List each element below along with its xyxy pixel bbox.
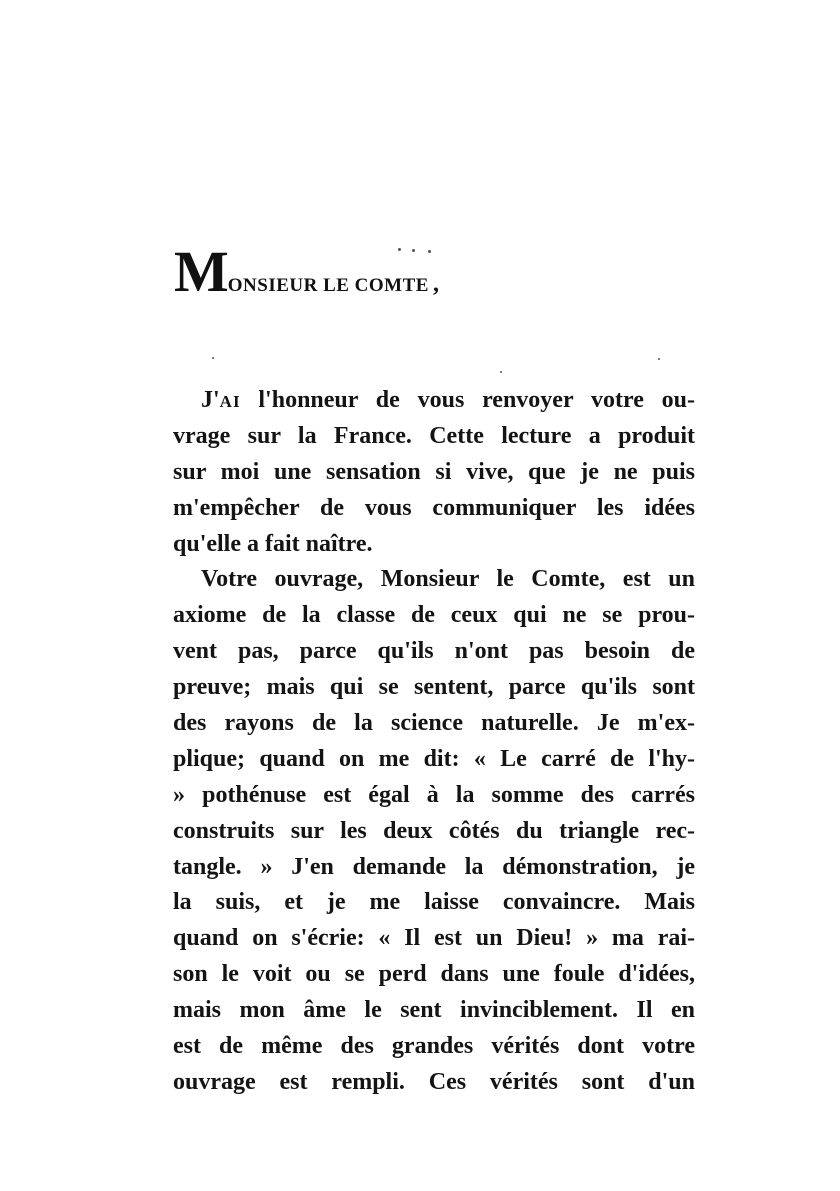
text-line: preuve; mais qui se sentent, parce qu'ils sont xyxy=(173,674,695,701)
salutation-heading xyxy=(174,239,439,304)
text-line xyxy=(173,383,695,419)
text-line: construits sur les deux côtés du triangle rec- xyxy=(173,817,695,844)
lead-smallcaps: AI xyxy=(219,392,241,411)
print-speck xyxy=(658,358,660,360)
text-line: vent pas, parce qu'ils n'ont pas besoin de xyxy=(173,638,695,665)
text-line: des rayons de la science naturelle. Je m'ex- xyxy=(173,710,695,737)
text-line: mais mon âme le sent invinciblement. Il en xyxy=(173,997,695,1024)
salutation-punct: , xyxy=(432,271,439,297)
text-line: vrage sur la France. Cette lecture a produit xyxy=(173,422,695,449)
text-line: la suis, et je me laisse convaincre. Mais xyxy=(173,889,695,916)
text-line-rest: l'honneur de vous renvoyer votre ou- xyxy=(240,387,695,413)
text-line: axiome de la classe de ceux qui ne se prou- xyxy=(173,602,695,629)
text-line: m'empêcher de vous communiquer les idées xyxy=(173,494,695,521)
text-line: tangle. » J'en demande la démonstration, je xyxy=(173,853,695,880)
print-speck xyxy=(212,357,214,359)
text-line: » pothénuse est égal à la somme des carrés xyxy=(173,781,695,808)
letter-body xyxy=(173,383,695,1101)
text-line: son le voit ou se perd dans une foule d'idées, xyxy=(173,961,695,988)
text-line: plique; quand on me dit: « Le carré de l'hy- xyxy=(173,745,695,772)
text-line: quand on s'écrie: « Il est un Dieu! » ma rai- xyxy=(173,925,695,952)
print-speck xyxy=(500,371,502,373)
text-line: est de même des grandes vérités dont votre xyxy=(173,1033,695,1060)
text-line: qu'elle a fait naître. xyxy=(173,530,373,557)
text-line: ouvrage est rempli. Ces vérités sont d'un xyxy=(173,1068,695,1095)
salutation-smallcaps: ONSIEUR LE COMTE xyxy=(227,275,429,296)
salutation-initial: M xyxy=(174,239,228,304)
text-line: Votre ouvrage, Monsieur le Comte, est un xyxy=(201,566,695,593)
text-line: sur moi une sensation si vive, que je ne puis xyxy=(173,458,695,485)
lead-initial: J' xyxy=(201,387,220,413)
